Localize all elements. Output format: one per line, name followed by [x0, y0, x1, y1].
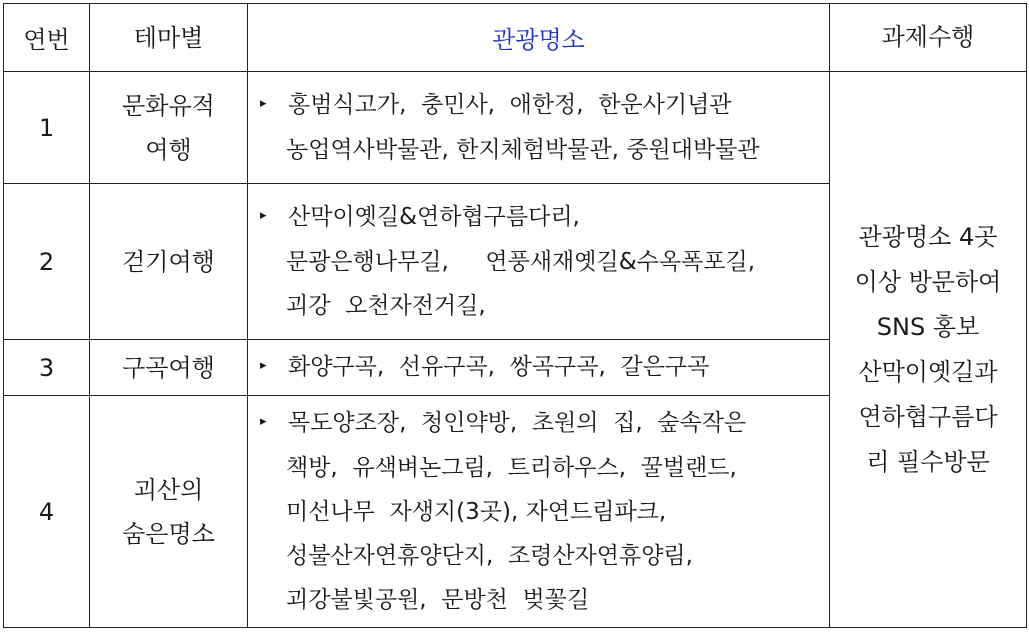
- spot-line: 문광은행나무길, 연풍새재옛길&수옥폭포길,: [286, 248, 756, 275]
- table-row: [4, 72, 1027, 184]
- tourism-table: [3, 3, 1027, 628]
- bullet-icon: ▸: [260, 357, 267, 373]
- table-header-row: [4, 4, 1027, 72]
- task-line: 관광명소 4곳: [858, 222, 998, 251]
- row-theme: [90, 340, 248, 396]
- task-line: 리 필수방문: [866, 447, 990, 476]
- theme-line: 괴산의: [133, 475, 204, 504]
- spot-line: 괴강불빛공원, 문방천 벚꽃길: [286, 586, 590, 613]
- task-cell: [830, 72, 1027, 628]
- task-line: 산막이옛길과: [858, 357, 998, 386]
- header-theme: 테마별: [90, 4, 248, 72]
- spot-line: 괴강 오천자전거길,: [286, 292, 486, 319]
- spot-line: 농업역사박물관, 한지체험박물관, 중원대박물관: [286, 136, 760, 163]
- theme-line: 여행: [145, 135, 192, 164]
- theme-line: 숨은명소: [122, 519, 215, 548]
- header-task: 과제수행: [830, 4, 1027, 72]
- row-number: 1: [4, 72, 90, 184]
- row-number: 4: [4, 396, 90, 628]
- spot-line: 책방, 유색벼논그림, 트리하우스, 꿀벌랜드,: [286, 454, 737, 481]
- row-theme: [90, 184, 248, 340]
- row-spots: [248, 396, 830, 628]
- spot-line: 성불산자연휴양단지, 조령산자연휴양림,: [286, 542, 693, 569]
- theme-line: 걷기여행: [122, 247, 215, 276]
- bullet-icon: ▸: [260, 207, 267, 223]
- task-line: 이상 방문하여: [854, 267, 1002, 296]
- row-spots: [248, 72, 830, 184]
- spot-line: 홍범식고가, 충민사, 애한정, 한운사기념관: [288, 92, 732, 119]
- theme-line: 구곡여행: [122, 353, 215, 382]
- row-theme: [90, 72, 248, 184]
- spot-line: 산막이옛길&연하협구름다리,: [288, 204, 580, 231]
- spot-line: 화양구곡, 선유구곡, 쌍곡구곡, 갈은구곡: [288, 354, 710, 381]
- task-line: SNS 홍보: [876, 312, 980, 341]
- header-spots: 관광명소: [248, 4, 830, 72]
- task-line: 연하협구름다: [858, 402, 998, 431]
- spot-line: 목도양조장, 청인약방, 초원의 집, 숲속작은: [288, 410, 747, 437]
- row-spots: [248, 340, 830, 396]
- row-theme: [90, 396, 248, 628]
- header-no: 연번: [4, 4, 90, 72]
- row-number: 3: [4, 340, 90, 396]
- theme-line: 문화유적: [122, 91, 215, 120]
- row-number: 2: [4, 184, 90, 340]
- spot-line: 미선나무 자생지(3곳), 자연드림파크,: [286, 498, 667, 525]
- bullet-icon: ▸: [260, 413, 267, 429]
- row-spots: [248, 184, 830, 340]
- bullet-icon: ▸: [260, 95, 267, 111]
